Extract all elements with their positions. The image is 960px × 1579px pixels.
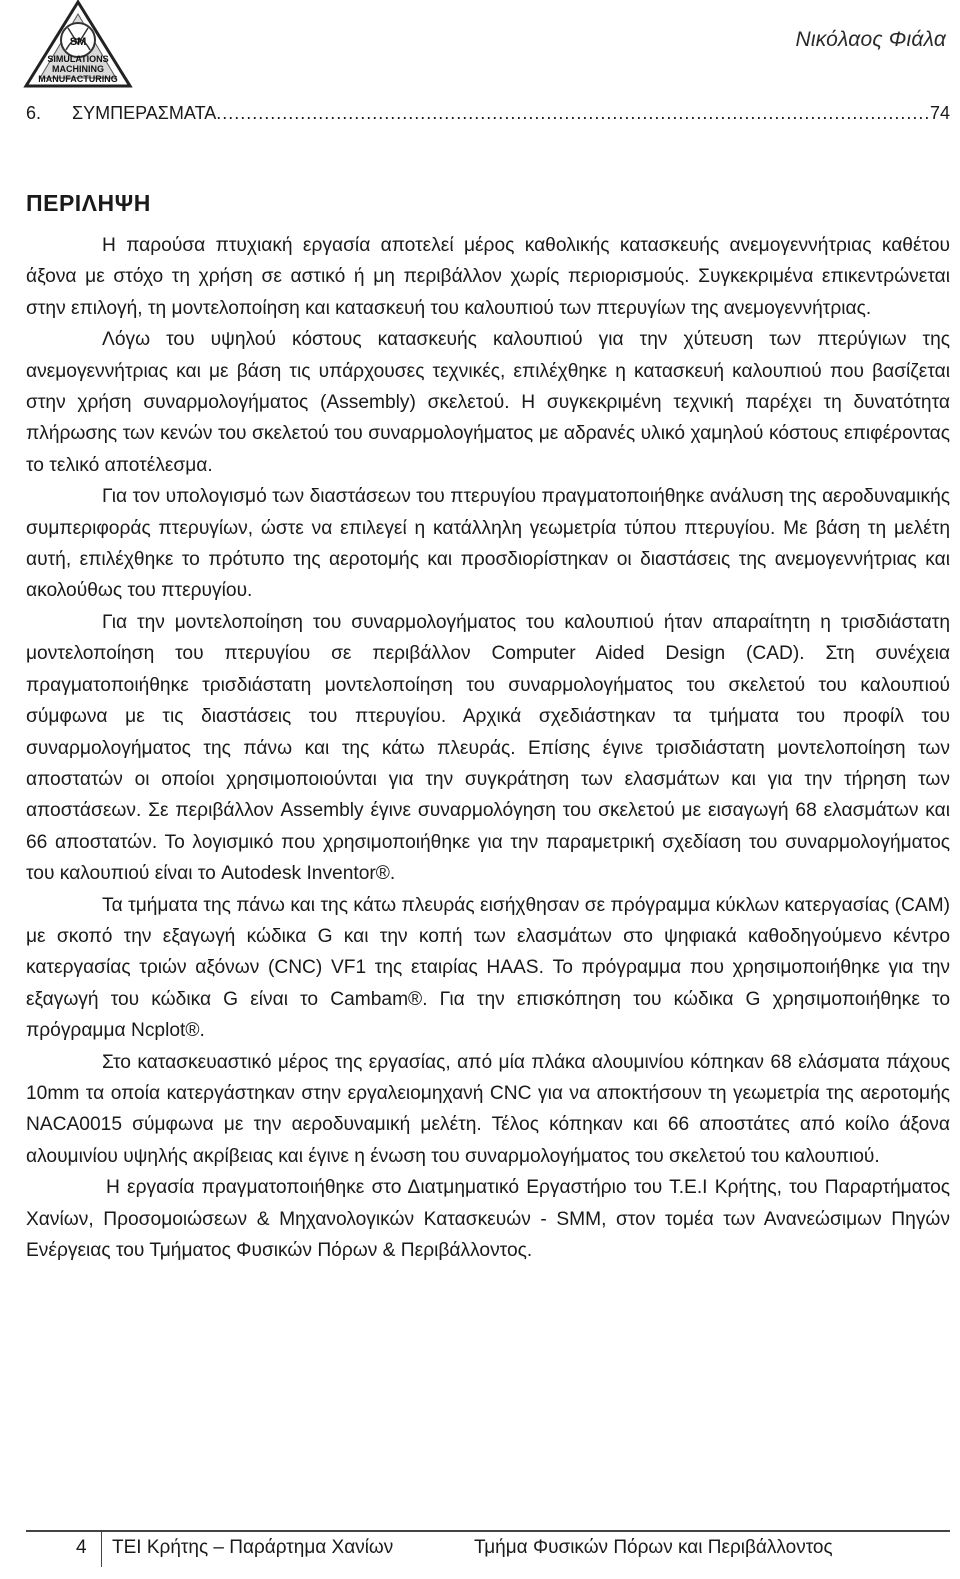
footer-department: Τμήμα Φυσικών Πόρων και Περιβάλλοντος <box>474 1537 833 1558</box>
abstract-body <box>26 230 950 1266</box>
toc-entry[interactable] <box>26 103 950 129</box>
paragraph-aerodynamics: Για τον υπολογισμό των διαστάσεων του πτερυγίου πραγματοποιήθηκε ανάλυση της αεροδυναμικής συμπεριφοράς πτερυγίων, ώστε να επιλεγεί η κατάλληλη γεωμετρία τύπου πτερυγίου. Με βάση τη μελέτη αυτή, επιλέχθηκε το πρότυπο της αεροτομής και προσδιορίστηκαν οι διαστάσεις της ανεμογεννήτριας και ακολούθως του πτερυγίου. <box>26 486 950 602</box>
logo-emblem <box>22 0 134 92</box>
footer-page-number: 4 <box>76 1537 87 1558</box>
footer-institution: ΤΕΙ Κρήτης – Παράρτημα Χανίων <box>112 1537 394 1558</box>
page-footer <box>26 1537 950 1567</box>
paragraph-intro: Η παρούσα πτυχιακή εργασία αποτελεί μέρος καθολικής κατασκευής ανεμογεννήτριας καθέτου άξονα με στόχο τη χρήση σε αστικό ή μη περιβάλλον χωρίς περιορισμούς. Συγκεκριμένα επικεντρώνεται στην επιλογή, τη μοντελοποίηση και κατασκευή του καλουπιού των πτερυγίων της ανεμογεννήτριας. <box>26 235 950 319</box>
toc-leader-dots <box>216 103 928 124</box>
paragraph-construction: Στο κατασκευαστικό μέρος της εργασίας, από μία πλάκα αλουμινίου κόπηκαν 68 ελάσματα πάχους 10mm τα οποία κατεργάστηκαν στην εργαλειομηχανή CNC για να αποκτήσουν τη γεωμετρία της αεροτομής NACA0015 σύμφωνα με την αεροδυναμική μελέτη. Τέλος κόπηκαν και 66 αποστάτες από κοίλο άξονα αλουμινίου υψηλής ακρίβειας και έγινε η ένωση του συναρμολογήματος του σκελετού του καλουπιού. <box>26 1051 950 1167</box>
paragraph-mold-technique: Λόγω του υψηλού κόστους κατασκευής καλουπιού για την χύτευση των πτερύγιων της ανεμογεννήτριας και με βάση τις υπάρχουσες τεχνικές, επιλέχθηκε η κατασκευή καλουπιού που βασίζεται στην χρήση συναρμολογήματος (Assembly) σκελετού. Η συγκεκριμένη τεχνική παρέχει τη δυνατότητα πλήρωσης των κενών του σκελετού του συναρμολογήματος με αδρανές υλικό χαμηλού κόστους επιφέροντας το τελικό αποτέλεσμα. <box>26 329 950 476</box>
section-heading: ΠΕΡΙΛΗΨΗ <box>26 190 151 216</box>
logo-line-1: SIMULATIONS <box>47 54 109 64</box>
toc-page-number: 74 <box>929 103 950 123</box>
paragraph-laboratory: Η εργασία πραγματοποιήθηκε στο Διατμηματικό Εργαστήριο του Τ.Ε.Ι Κρήτης, του Παραρτήματος Χανίων, Προσομοιώσεων & Μηχανολογικών Κατασκευών - SMM, στον τομέα των Ανανεώσιμων Πηγών Ενέργειας του Τμήματος Φυσικών Πόρων & Περιβάλλοντος. <box>26 1177 950 1261</box>
logo-monogram: SM <box>69 36 87 48</box>
author-name: Νικόλαος Φιάλα <box>795 28 946 51</box>
institution-logo <box>22 0 134 92</box>
footer-divider <box>26 1530 950 1532</box>
paragraph-cam-cnc: Τα τμήματα της πάνω και της κάτω πλευράς εισήχθησαν σε πρόγραμμα κύκλων κατεργασίας (CAM) με σκοπό την εξαγωγή κώδικα G και την κοπή των ελασμάτων στο ψηφιακά καθοδηγούμενο κέντρο κατεργασίας τριών αξόνων (CNC) VF1 της εταιρίας HAAS. Το πρόγραμμα που χρησιμοποιήθηκε για την εξαγωγή του κώδικα G είναι το Cambam®. Για την επισκόπηση του κώδικα G χρησιμοποιήθηκε το πρόγραμμα Ncplot®. <box>26 894 950 1042</box>
logo-line-3: MANUFACTURING <box>38 74 118 84</box>
paragraph-cad-modeling: Για την μοντελοποίηση του συναρμολογήματος του καλουπιού ήταν απαραίτητη η τρισδιάστατη μοντελοποίηση του πτερυγίου σε περιβάλλον Computer Aided Design (CAD). Στη συνέχεια πραγματοποιήθηκε τρισδιάστατη μοντελοποίηση του συναρμολογήματος του σκελετού του καλουπιού σύμφωνα με τις διαστάσεις του πτερυγίου. Αρχικά σχεδιάστηκαν τα τμήματα του προφίλ του συναρμολογήματος της πάνω και της κάτω πλευράς. Επίσης έγινε τρισδιάστατη μοντελοποίηση των αποστατών οι οποίοι χρησιμοποιούνται για την συγκράτηση των ελασμάτων και για την τήρηση των αποστάσεων. Σε περιβάλλον Assembly έγινε συναρμολόγηση του σκελετού με εισαγωγή 68 ελασμάτων και 66 αποστατών. Το λογισμικό που χρησιμοποιήθηκε για την παραμετρική σχεδίαση του συναρμολογήματος του καλουπιού είναι το Autodesk Inventor®. <box>26 611 950 885</box>
toc-number: 6. <box>26 103 42 123</box>
toc-title: ΣΥΜΠΕΡΑΣΜΑΤΑ <box>72 103 217 123</box>
footer-separator <box>101 1531 102 1567</box>
logo-line-2: MACHINING <box>52 64 104 74</box>
